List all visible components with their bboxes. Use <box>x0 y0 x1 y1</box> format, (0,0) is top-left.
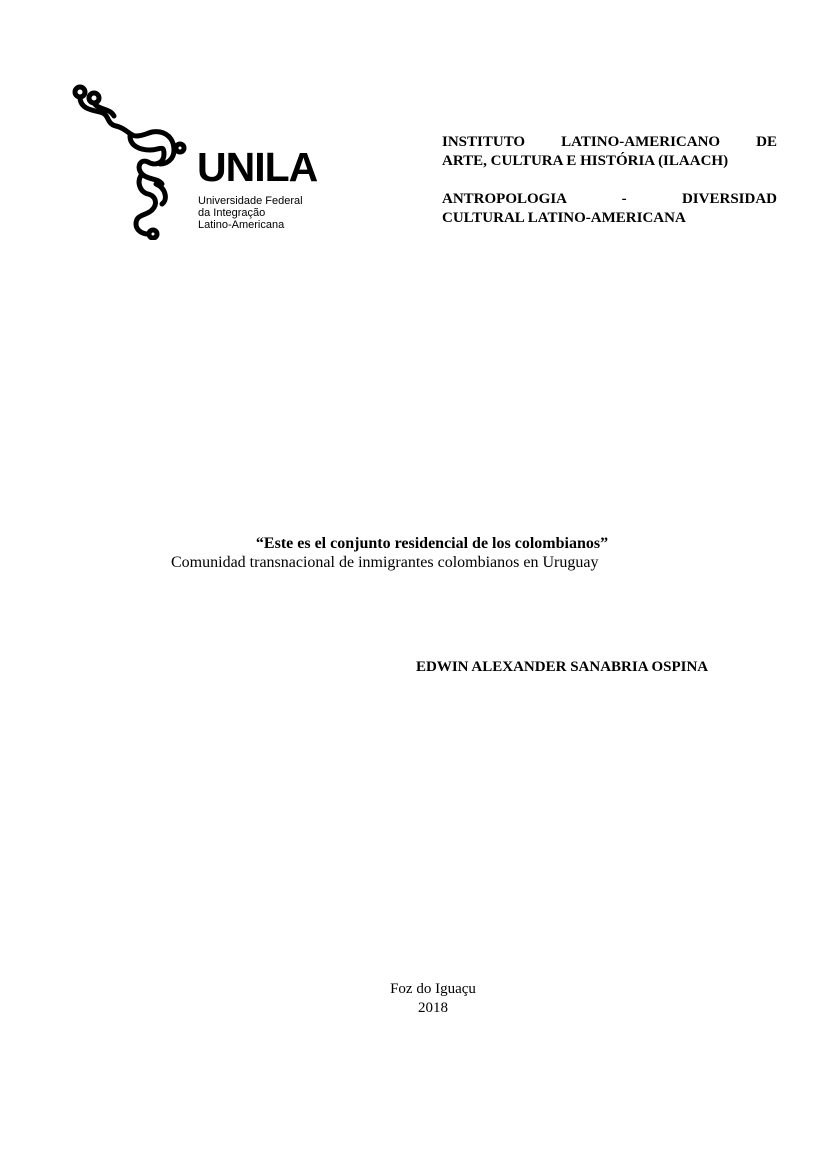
logo-subtitle-line: Latino-Americana <box>198 219 285 231</box>
document-subtitle: Comunidad transnacional de inmigrantes colombianos en Uruguay <box>171 554 599 571</box>
unila-logo <box>70 84 320 240</box>
logo-subtitle-line: Universidade Federal <box>198 195 303 207</box>
document-title-text: “Este es el conjunto residencial de los colombianos” <box>255 535 609 552</box>
place-and-year <box>0 980 826 1018</box>
author-name: EDWIN ALEXANDER SANABRIA OSPINA <box>416 659 709 675</box>
course-heading-line: CULTURAL LATINO-AMERICANA <box>442 210 686 226</box>
unila-emblem-icon <box>70 84 200 240</box>
logo-subtitle <box>198 195 303 231</box>
course-heading <box>442 190 777 228</box>
logo-subtitle-line: da Integração <box>198 207 266 219</box>
institute-heading <box>442 133 777 171</box>
logo-wordmark: UNILA <box>197 144 318 190</box>
document-title <box>0 534 826 554</box>
city: Foz do Iguaçu <box>390 981 476 997</box>
institute-heading-line: INSTITUTO LATINO-AMERICANO DE <box>442 134 777 150</box>
year: 2018 <box>418 1000 448 1016</box>
institute-heading-line: ARTE, CULTURA E HISTÓRIA (ILAACH) <box>442 153 729 169</box>
course-heading-line: ANTROPOLOGIA - DIVERSIDAD <box>442 191 777 207</box>
